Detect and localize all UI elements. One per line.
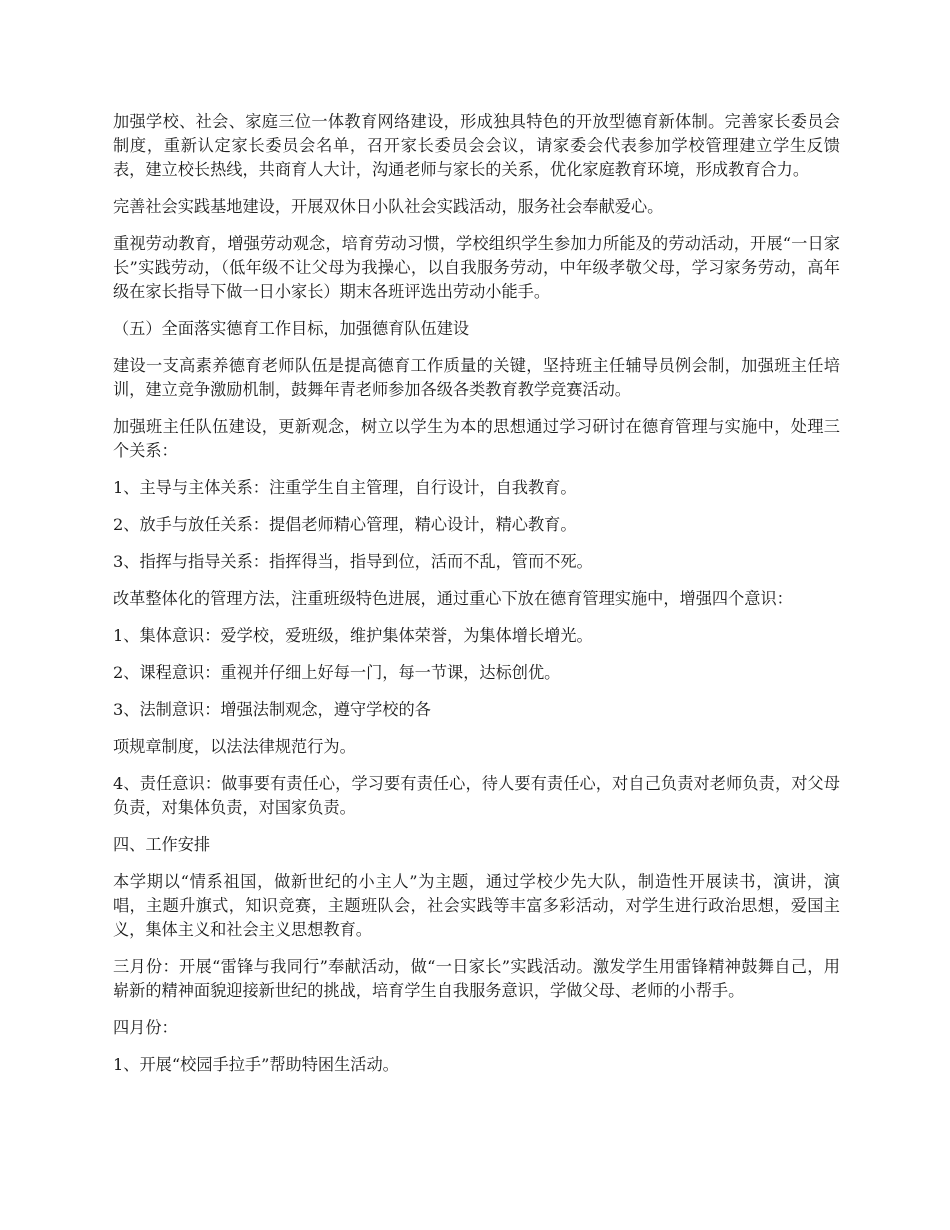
paragraph-march: 三月份：开展“雷锋与我同行”奉献活动，做“一日家长”实践活动。激发学生用雷锋精神鼓舞自己，用崭新的精神面貌迎接新世纪的挑战，培育学生自我服务意识，学做父母、老师的小帮手。 [113, 957, 840, 1000]
document-body [113, 110, 840, 1090]
list-item-relation-1: 1、主导与主体关系：注重学生自主管理，自行设计，自我教育。 [113, 478, 577, 497]
paragraph-labor-education: 重视劳动教育，增强劳动观念，培育劳动习惯，学校组织学生参加力所能及的劳动活动，开展“一日家长”实践劳动，（低年级不让父母为我操心，以自我服务劳动，中年级孝敬父母，学习家务劳动，高年级在家长指导下做一日小家长）期末各班评选出劳动小能手。 [113, 234, 840, 301]
section-heading-five: （五）全面落实德育工作目标，加强德育队伍建设 [113, 319, 470, 338]
paragraph-teacher-team: 建设一支高素养德育老师队伍是提高德育工作质量的关键，坚持班主任辅导员例会制，加强班主任培训，建立竞争激励机制，鼓舞年青老师参加各级各类教育教学竞赛活动。 [113, 356, 840, 399]
paragraph-april-heading: 四月份： [113, 1018, 178, 1037]
list-item-relation-3: 3、指挥与指导关系：指挥得当，指导到位，活而不乱，管而不死。 [113, 552, 593, 571]
list-item-awareness-3-continued: 项规章制度，以法法律规范行为。 [113, 737, 356, 756]
section-heading-four: 四、工作安排 [113, 835, 211, 854]
paragraph-management-reform: 改革整体化的管理方法，注重班级特色进展，通过重心下放在德育管理实施中，增强四个意识： [113, 589, 793, 608]
list-item-awareness-4: 4、责任意识：做事要有责任心，学习要有责任心，待人要有责任心，对自己负责对老师负责，对父母负责，对集体负责，对国家负责。 [113, 774, 840, 817]
paragraph-head-teacher: 加强班主任队伍建设，更新观念，树立以学生为本的思想通过学习研讨在德育管理与实施中，处理三个关系： [113, 417, 840, 460]
paragraph-home-school-network: 加强学校、社会、家庭三位一体教育网络建设，形成独具特色的开放型德育新体制。完善家长委员会制度，重新认定家长委员会名单，召开家长委员会会议，请家委会代表参加学校管理建立学生反馈表，建立校长热线，共商育人大计，沟通老师与家长的关系，优化家庭教育环境，形成教育合力。 [113, 112, 840, 179]
list-item-april-1: 1、开展“校园手拉手”帮助特困生活动。 [113, 1055, 399, 1074]
paragraph-social-practice: 完善社会实践基地建设，开展双休日小队社会实践活动，服务社会奉献爱心。 [113, 197, 664, 216]
list-item-relation-2: 2、放手与放任关系：提倡老师精心管理，精心设计，精心教育。 [113, 515, 577, 534]
list-item-awareness-1: 1、集体意识：爱学校，爱班级，维护集体荣誉，为集体增长增光。 [113, 626, 593, 645]
list-item-awareness-2: 2、课程意识：重视并仔细上好每一门，每一节课，达标创优。 [113, 663, 561, 682]
list-item-awareness-3: 3、法制意识：增强法制观念，遵守学校的各 [113, 700, 431, 719]
paragraph-semester-theme: 本学期以“情系祖国，做新世纪的小主人”为主题，通过学校少先大队，制造性开展读书，演讲，演唱，主题升旗式，知识竞赛，主题班队会，社会实践等丰富多彩活动，对学生进行政治思想，爱国主义，集体主义和社会主义思想教育。 [113, 872, 840, 939]
